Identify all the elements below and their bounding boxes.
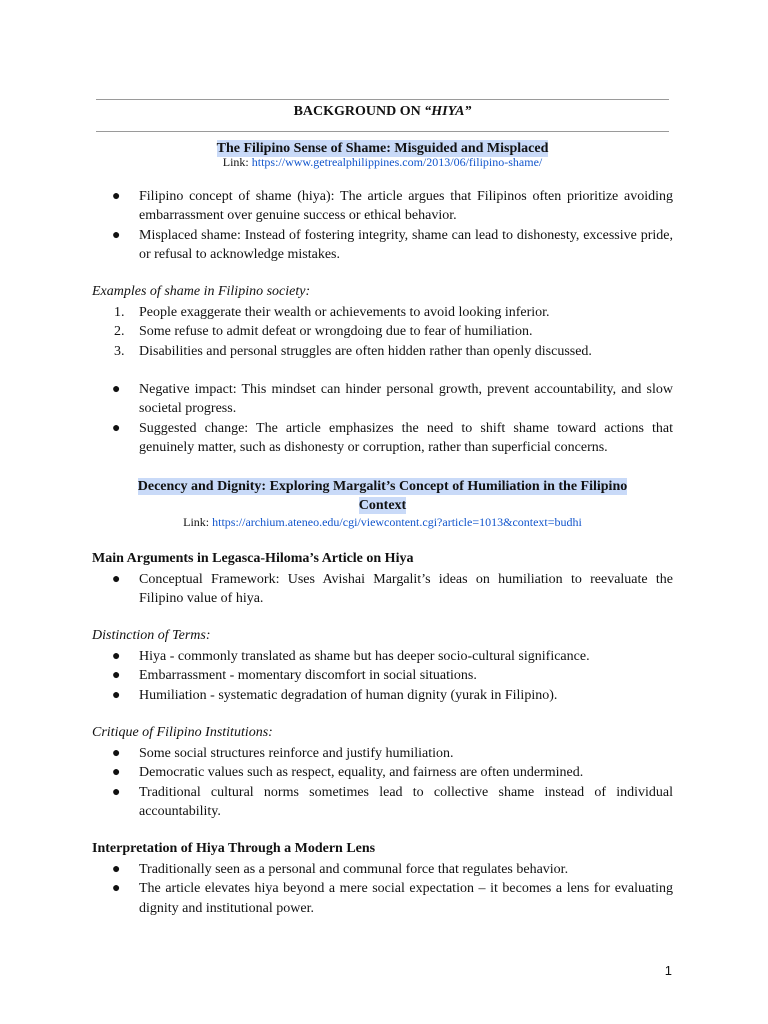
top-rule	[96, 99, 669, 100]
distinction-list	[92, 647, 673, 705]
list-item: ● Filipino concept of shame (hiya): The article argues that Filipinos often prioritize avoiding embarrassment over genuine success or ethical behavior.	[112, 189, 673, 224]
examples-heading: Examples of shame in Filipino society:	[92, 284, 311, 299]
section2-heading: Decency and Dignity: Exploring Margalit’s Concept of Humiliation in the Filipino Context	[137, 479, 628, 513]
list-item: ● Hiya - commonly translated as shame but has deeper socio-cultural significance.	[112, 649, 590, 664]
section1-bullets-a	[92, 187, 673, 264]
critique-list	[92, 744, 673, 821]
title-rule	[96, 131, 669, 132]
list-item: 3. Disabilities and personal struggles are often hidden rather than openly discussed.	[114, 343, 592, 359]
main-arguments-list	[92, 570, 673, 609]
page-number: 1	[664, 963, 672, 978]
section1-heading: The Filipino Sense of Shame: Misguided and Misplaced	[216, 141, 549, 156]
section1-link[interactable]: https://www.getrealphilippines.com/2013/06/filipino-shame/	[251, 155, 543, 169]
distinction-heading: Distinction of Terms:	[92, 628, 211, 643]
section1-link-line: Link: https://www.getrealphilippines.com/2013/06/filipino-shame/	[222, 155, 543, 169]
main-arguments-heading: Main Arguments in Legasca-Hiloma’s Article on Hiya	[92, 551, 414, 566]
list-item: ● Traditionally seen as a personal and communal force that regulates behavior.	[112, 862, 569, 877]
section2-link[interactable]: https://archium.ateneo.edu/cgi/viewcontent.cgi?article=1013&context=budhi	[212, 515, 582, 529]
section2-link-line: Link: https://archium.ateneo.edu/cgi/viewcontent.cgi?article=1013&context=budhi	[183, 515, 582, 529]
list-item: ● The article elevates hiya beyond a mere social expectation – it becomes a lens for evaluating dignity and institutional power.	[112, 881, 673, 916]
list-item: ● Negative impact: This mindset can hinder personal growth, prevent accountability, and slow societal progress.	[112, 382, 673, 417]
critique-heading: Critique of Filipino Institutions:	[92, 725, 273, 740]
list-item: ● Misplaced shame: Instead of fostering integrity, shame can lead to dishonesty, excessive pride, or refusal to acknowledge mistakes.	[112, 227, 673, 262]
interpretation-heading: Interpretation of Hiya Through a Modern Lens	[92, 841, 376, 856]
list-item: ● Conceptual Framework: Uses Avishai Margalit’s ideas on humiliation to reevaluate the Filipino value of hiya.	[112, 572, 673, 607]
list-item: ● Democratic values such as respect, equality, and fairness are often undermined.	[112, 765, 584, 781]
interpretation-list	[92, 860, 673, 918]
list-item: ● Suggested change: The article emphasizes the need to shift shame toward actions that genuinely matter, such as dishonesty or corruption, rather than superficial concerns.	[112, 420, 673, 455]
list-item: 2. Some refuse to admit defeat or wrongdoing due to fear of humiliation.	[114, 324, 533, 340]
list-item: 1. People exaggerate their wealth or achievements to avoid looking inferior.	[114, 305, 550, 320]
list-item: ● Traditional cultural norms sometimes lead to collective shame instead of individual accountability.	[112, 784, 673, 819]
section1-bullets-b	[92, 380, 673, 457]
examples-list	[92, 303, 673, 361]
page-title: BACKGROUND ON “HIYA”	[293, 104, 472, 119]
list-item: ● Some social structures reinforce and justify humiliation.	[112, 746, 454, 761]
list-item: ● Humiliation - systematic degradation of human dignity (yurak in Filipino).	[112, 687, 558, 703]
list-item: ● Embarrassment - momentary discomfort in social situations.	[112, 668, 477, 684]
